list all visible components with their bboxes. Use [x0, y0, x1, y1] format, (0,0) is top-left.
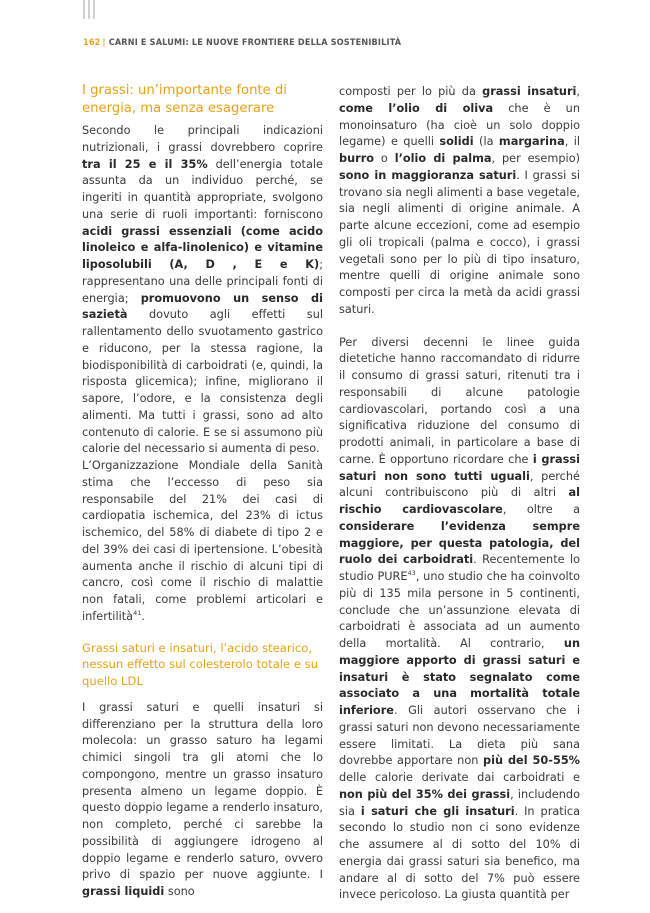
bold-text: come l’olio di oliva: [339, 101, 494, 115]
text-run: sono: [164, 885, 195, 899]
text-run: che è un monoinsaturo (ha cioè un solo doppio legame) e quelli: [339, 101, 580, 149]
text-run: . In pratica secondo lo studio non ci sono evidenze che assumere al di sotto del 10% di energia dai grassi saturi sia benefico, ma andare al di sotto del 7% può essere invece pericoloso. La giusta quantità per: [339, 804, 580, 902]
bold-text: margarina: [498, 135, 565, 149]
text-run: o: [374, 152, 395, 165]
running-header: [83, 38, 620, 48]
bold-text: grassi liquidi: [82, 885, 165, 899]
decorative-bars: [83, 0, 97, 20]
bold-text: solidi: [439, 135, 474, 149]
text-run: Secondo le principali indicazioni nutrizionali, i grassi dovrebbero coprire: [82, 124, 323, 154]
header-title: CARNI E SALUMI: LE NUOVE FRONTIERE DELLA SOSTENIBILITÀ: [108, 38, 402, 48]
page-number: 162: [83, 38, 101, 48]
text-run: , perché alcuni contribuiscono più di altri: [339, 469, 580, 500]
text-run: Per diversi decenni le linee guida dietetiche hanno raccomandato di ridurre il consumo di grassi saturi, ritenuti tra i responsabili di alcune patologie cardiovascolari, portando così a una significativa riduzione del consumo di prodotti animali, in particolare a base di carne. È opportuno ricordare che: [339, 335, 580, 466]
footnote-ref: 43: [407, 569, 416, 578]
left-paragraph-3: [82, 700, 323, 901]
bold-text: non più del 35% dei grassi: [339, 787, 511, 801]
text-run: composti per lo più da: [339, 85, 483, 98]
right-paragraph-2: [339, 335, 580, 905]
footnote-ref: 41: [133, 608, 142, 617]
text-run: ; rappresentano una delle principali fonti di energia;: [82, 258, 323, 305]
text-run: (la: [473, 135, 499, 149]
header-separator: |: [102, 38, 106, 48]
text-run: , per esempio): [491, 152, 581, 165]
text-run: I grassi saturi e quelli insaturi si differenziano per la struttura della loro molecola: un grasso saturo ha legami chimici singoli tra gli atomi che lo compongono, mentre un grasso insaturo presenta almeno un legame doppio. È questo doppio legame a renderlo insaturo, non completo, perché ci sarebbe la possibilità di aggiungere idrogeno al doppio legame e renderlo saturo, ovvero privo di spazio per nuove aggiunte. I: [82, 700, 323, 882]
section-subheading: Grassi saturi e insaturi, l’acido stearico, nessun effetto sul colesterolo totale e su quello LDL: [82, 640, 319, 689]
right-paragraph-1: [339, 84, 580, 319]
text-run: , uno studio che ha coinvolto più di 135 mila persone in 5 continenti, conclude che un’assunzione elevata di carboidrati è associata ad un aumento della mortalità. Al contrario,: [339, 570, 581, 650]
bold-text: acidi grassi essenziali (come acido linoleico e alfa-linolenico) e vitamine liposolubili (A, D , E e K): [82, 224, 323, 271]
bold-text: al rischio cardiovascolare: [339, 486, 580, 516]
text-run: ,: [576, 85, 581, 98]
section-heading: I grassi: un’importante fonte di energia, ma senza esagerare: [82, 83, 287, 116]
right-column: [339, 84, 580, 904]
bold-text: sono in maggioranza saturi: [339, 168, 517, 182]
bold-text: promuovono un senso di sazietà: [82, 291, 323, 322]
bold-text: l’olio di palma: [394, 152, 492, 165]
left-paragraph-2: [82, 458, 323, 626]
bold-text: grassi insaturi: [482, 85, 577, 98]
bold-text: tra il 25 e il 35%: [82, 157, 208, 171]
text-run: , il: [564, 135, 580, 149]
text-run: . Gli autori osservano che i grassi saturi non devono necessariamente essere limitati. La dieta più sana dovrebbe apportare non: [339, 704, 580, 768]
bold-text: i saturi che gli insaturi: [360, 804, 515, 818]
bold-text: burro: [339, 152, 375, 165]
text-run: L’Organizzazione Mondiale della Sanità stima che l’eccesso di peso sia responsabile del 21% dei casi di cardiopatia ischemica, del 23% di ictus ischemico, del 58% di diabete di tipo 2 e del 39% dei casi di ipertensione. L’obesità aumenta anche il rischio di alcuni tipi di cancro, così come il rischio di malattie non fatali, come problemi articolari e infertilità: [82, 459, 323, 623]
text-run: . I grassi si trovano sia negli alimenti a base vegetale, sia negli alimenti di origine animale. A parte alcune eccezioni, come ad esempio gli oli tropicali (palma e cocco), i grassi vegetali sono per lo più di tipo insaturo, mentre quelli di origine animale sono composti per circa la metà da acidi grassi saturi.: [339, 168, 580, 316]
bold-text: più del 50-55%: [483, 754, 581, 768]
text-run: , oltre a: [502, 503, 580, 516]
text-run: dell’energia totale assunta da un individuo perché, se ingeriti in quantità appropriate, svolgono una serie di ruoli importanti: forniscono: [82, 157, 324, 221]
left-column: [82, 82, 323, 901]
left-paragraph-1: [82, 123, 323, 458]
text-run: . Recentemente lo studio PURE: [339, 553, 580, 583]
text-run: dovuto agli effetti sul rallentamento dello svuotamento gastrico e riducono, per la stessa ragione, la biodisponibilità di carboidrati (e, quindi, la risposta glicemica); infine, migliorano il sapore, l’odore, e la consistenza degli alimenti. Ma tutti i grassi, sono ad alto contenuto di calorie. E se si assumono più calorie del necessario si aumenta di peso.: [82, 308, 323, 456]
bold-text: considerare l’evidenza sempre maggiore, per questa patologia, del ruolo dei carboidrati: [339, 519, 580, 567]
bold-text: i grassi saturi non sono tutti uguali: [339, 452, 580, 483]
text-run: delle calorie derivate dai carboidrati e: [339, 771, 580, 784]
text-run: , includendo sia: [339, 787, 580, 818]
text-run: .: [141, 609, 145, 623]
bold-text: un maggiore apporto di grassi saturi e insaturi è stato segnalato come associato a una mortalità totale inferiore: [339, 637, 580, 717]
